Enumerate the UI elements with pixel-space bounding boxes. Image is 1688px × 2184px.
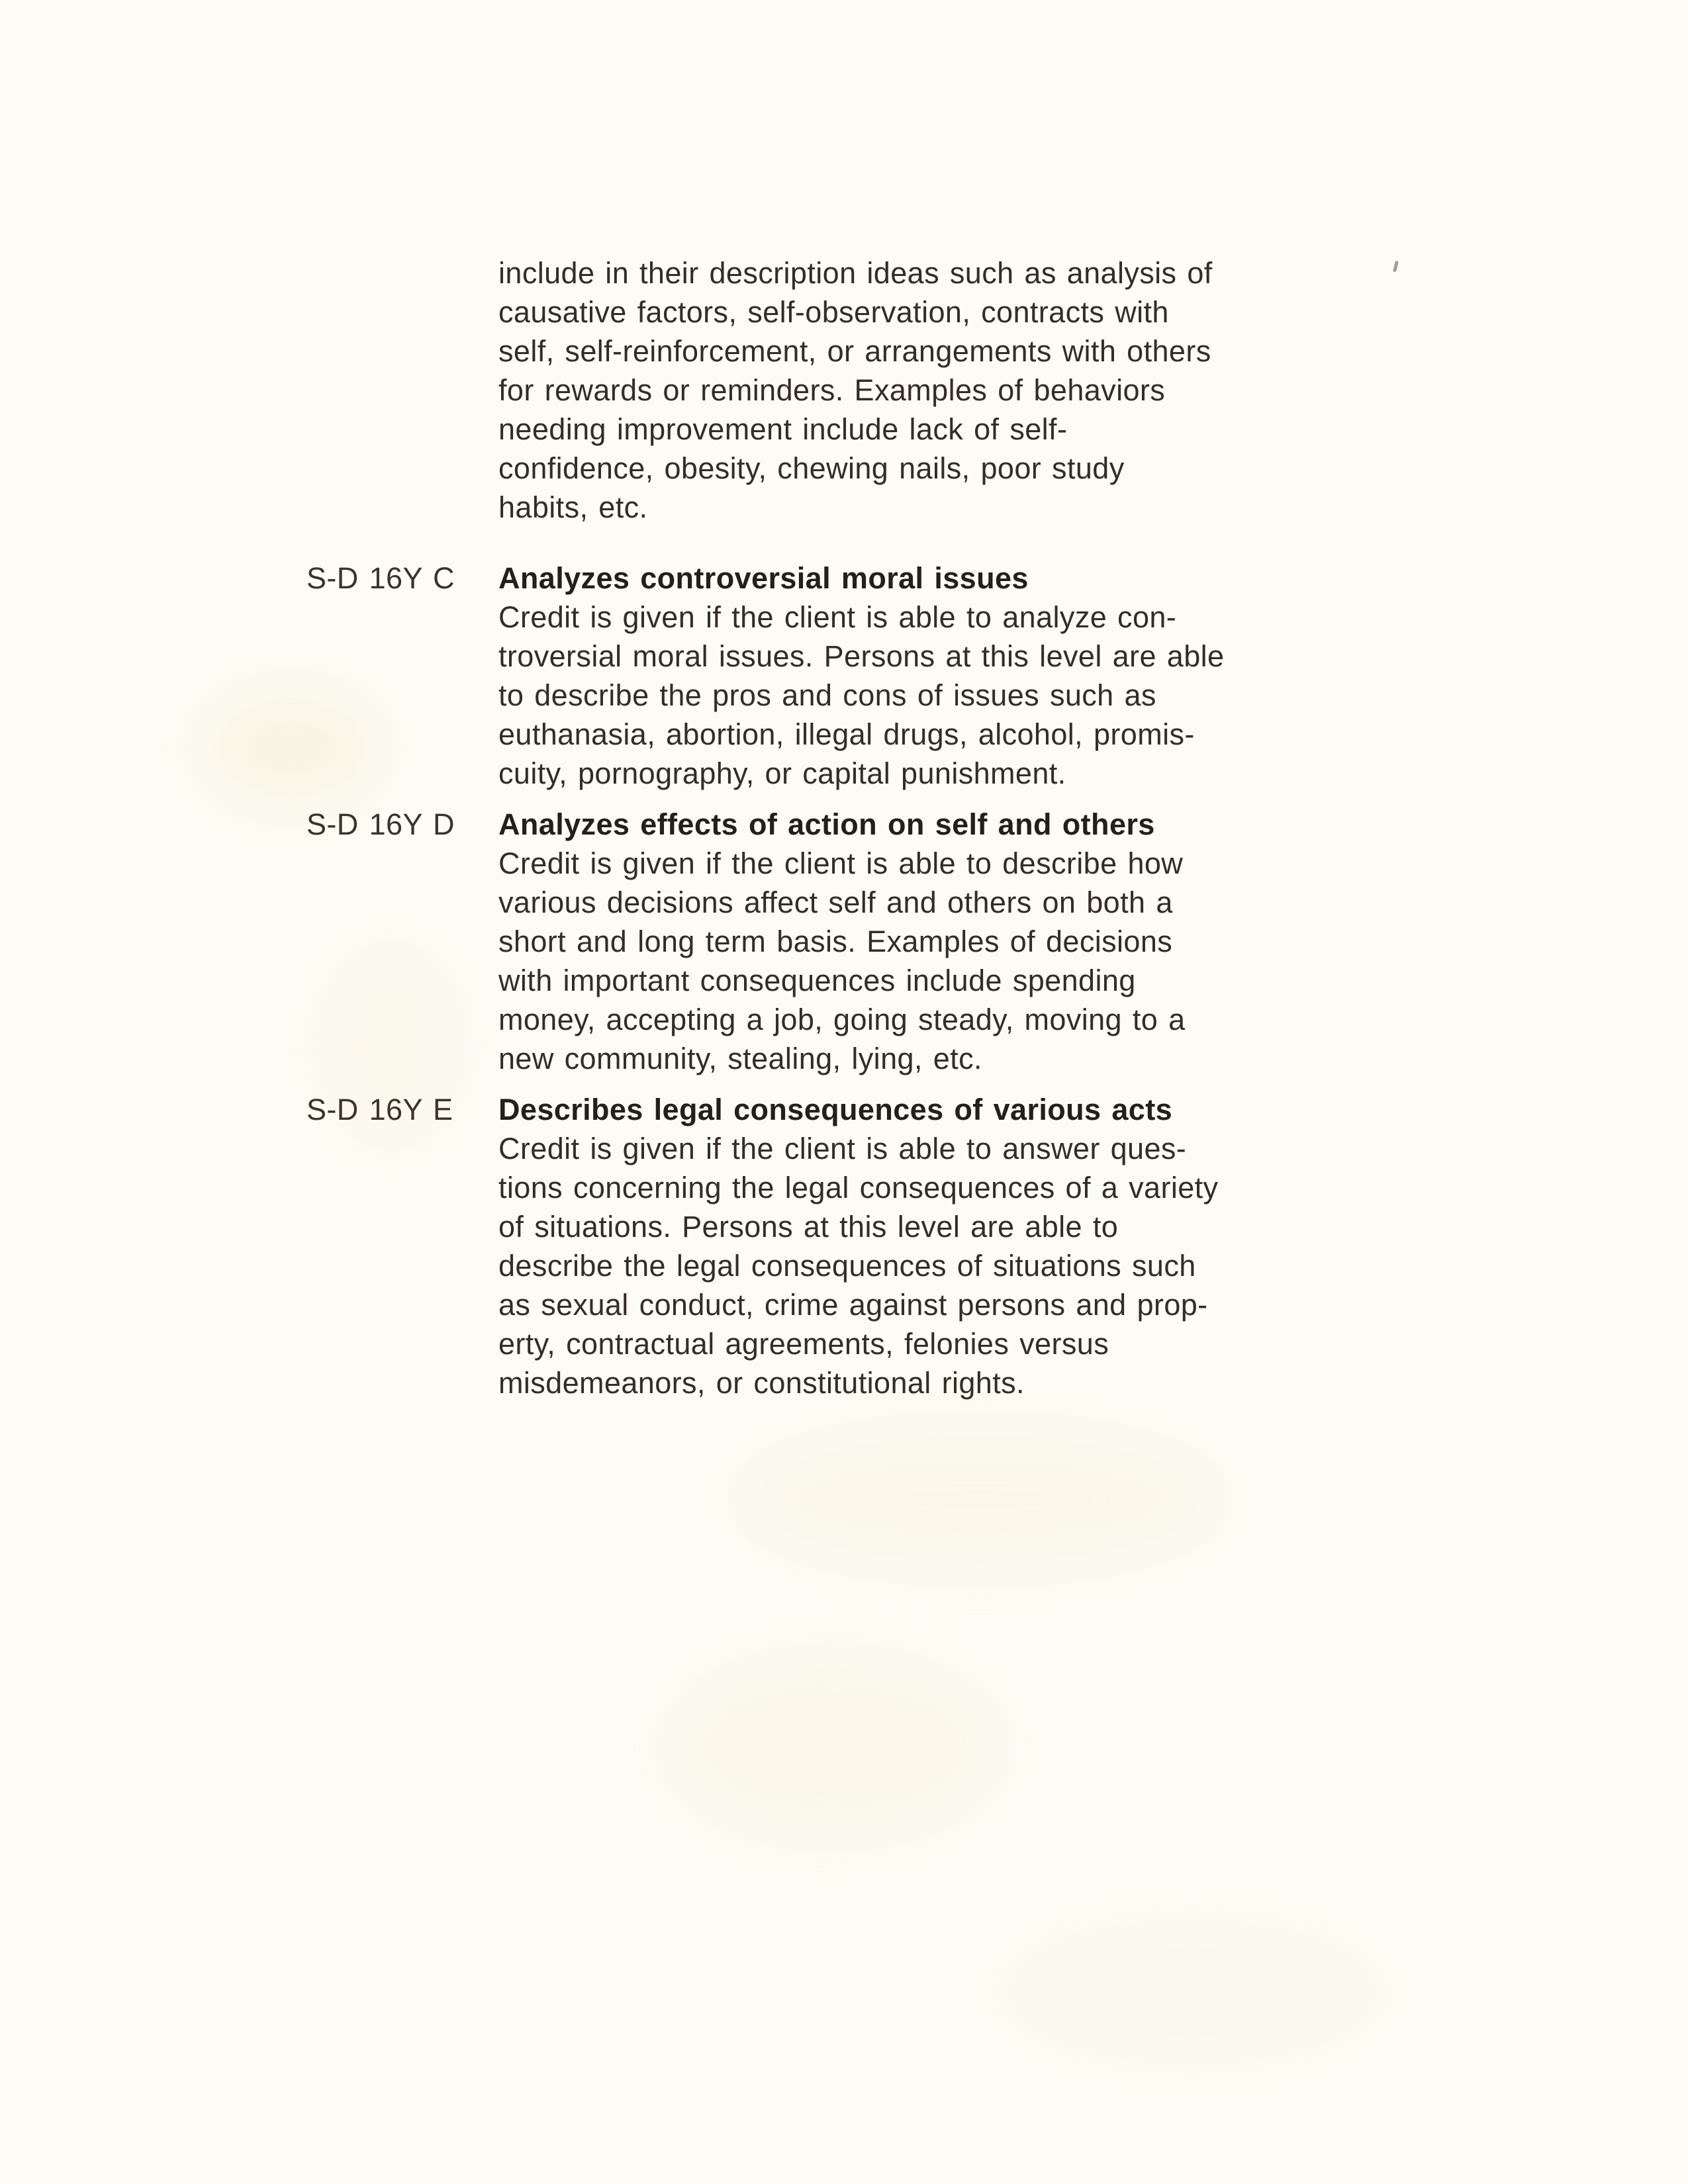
scan-blotch: [728, 1423, 1231, 1575]
paragraph-line: self, self-reinforcement, or arrangements with others: [498, 334, 1211, 368]
entry-continuation: [306, 253, 1379, 527]
scan-speck: [1393, 261, 1399, 273]
scan-blotch: [662, 1655, 1006, 1840]
paragraph-line: Credit is given if the client is able to answer ques-: [498, 1132, 1187, 1165]
paragraph-line: confidence, obesity, chewing nails, poor study: [498, 451, 1125, 485]
paragraph-line: of situations. Persons at this level are able to: [498, 1210, 1119, 1244]
paragraph-line: include in their description ideas such as analysis of: [498, 256, 1213, 290]
paragraph-line: describe the legal consequences of situations such: [498, 1249, 1196, 1283]
paragraph-line: to describe the pros and cons of issues such as: [498, 678, 1156, 712]
entry-paragraph: [498, 598, 1379, 793]
entry-paragraph: [498, 844, 1379, 1078]
paragraph-line: Credit is given if the client is able to describe how: [498, 846, 1184, 880]
entry-paragraph: [498, 253, 1379, 527]
paragraph-line: Credit is given if the client is able to analyze con-: [498, 600, 1177, 634]
entry-code: S-D 16Y C: [306, 561, 455, 595]
paragraph-line: short and long term basis. Examples of decisions: [498, 925, 1173, 958]
scan-blotch: [993, 1919, 1390, 2065]
paragraph-line: with important consequences include spending: [498, 964, 1136, 997]
paragraph-line: troversial moral issues. Persons at this level are able: [498, 639, 1225, 673]
paragraph-line: misdemeanors, or constitutional rights.: [498, 1366, 1025, 1400]
entry-code: S-D 16Y D: [306, 807, 455, 841]
entry-paragraph: [498, 1129, 1379, 1402]
entry-body: [498, 253, 1379, 527]
entry-sd-16y-e: [306, 1090, 1379, 1402]
paragraph-line: for rewards or reminders. Examples of behaviors: [498, 373, 1166, 407]
entry-sd-16y-d: [306, 805, 1379, 1078]
entry-body: [498, 559, 1379, 793]
outline-content: [306, 253, 1379, 1402]
paragraph-line: habits, etc.: [498, 490, 648, 524]
paragraph-line: money, accepting a job, going steady, moving to a: [498, 1003, 1186, 1036]
paragraph-line: erty, contractual agreements, felonies versus: [498, 1327, 1109, 1361]
entry-body: [498, 1090, 1379, 1402]
paragraph-line: cuity, pornography, or capital punishment.: [498, 756, 1066, 790]
paragraph-line: euthanasia, abortion, illegal drugs, alcohol, promis-: [498, 717, 1195, 751]
entry-code: S-D 16Y E: [306, 1093, 453, 1126]
entry-heading: Analyzes effects of action on self and others: [498, 807, 1155, 841]
paragraph-line: tions concerning the legal consequences of a variety: [498, 1171, 1219, 1205]
entry-code: [306, 253, 498, 527]
entry-heading: Describes legal consequences of various acts: [498, 1093, 1173, 1126]
paragraph-line: as sexual conduct, crime against persons and prop-: [498, 1288, 1208, 1322]
paragraph-line: needing improvement include lack of self-: [498, 412, 1068, 446]
paragraph-line: causative factors, self-observation, contracts with: [498, 295, 1169, 329]
entry-heading: Analyzes controversial moral issues: [498, 561, 1029, 595]
entry-sd-16y-c: [306, 559, 1379, 793]
entry-body: [498, 805, 1379, 1078]
paragraph-line: various decisions affect self and others on both a: [498, 886, 1173, 919]
paragraph-line: new community, stealing, lying, etc.: [498, 1042, 982, 1075]
